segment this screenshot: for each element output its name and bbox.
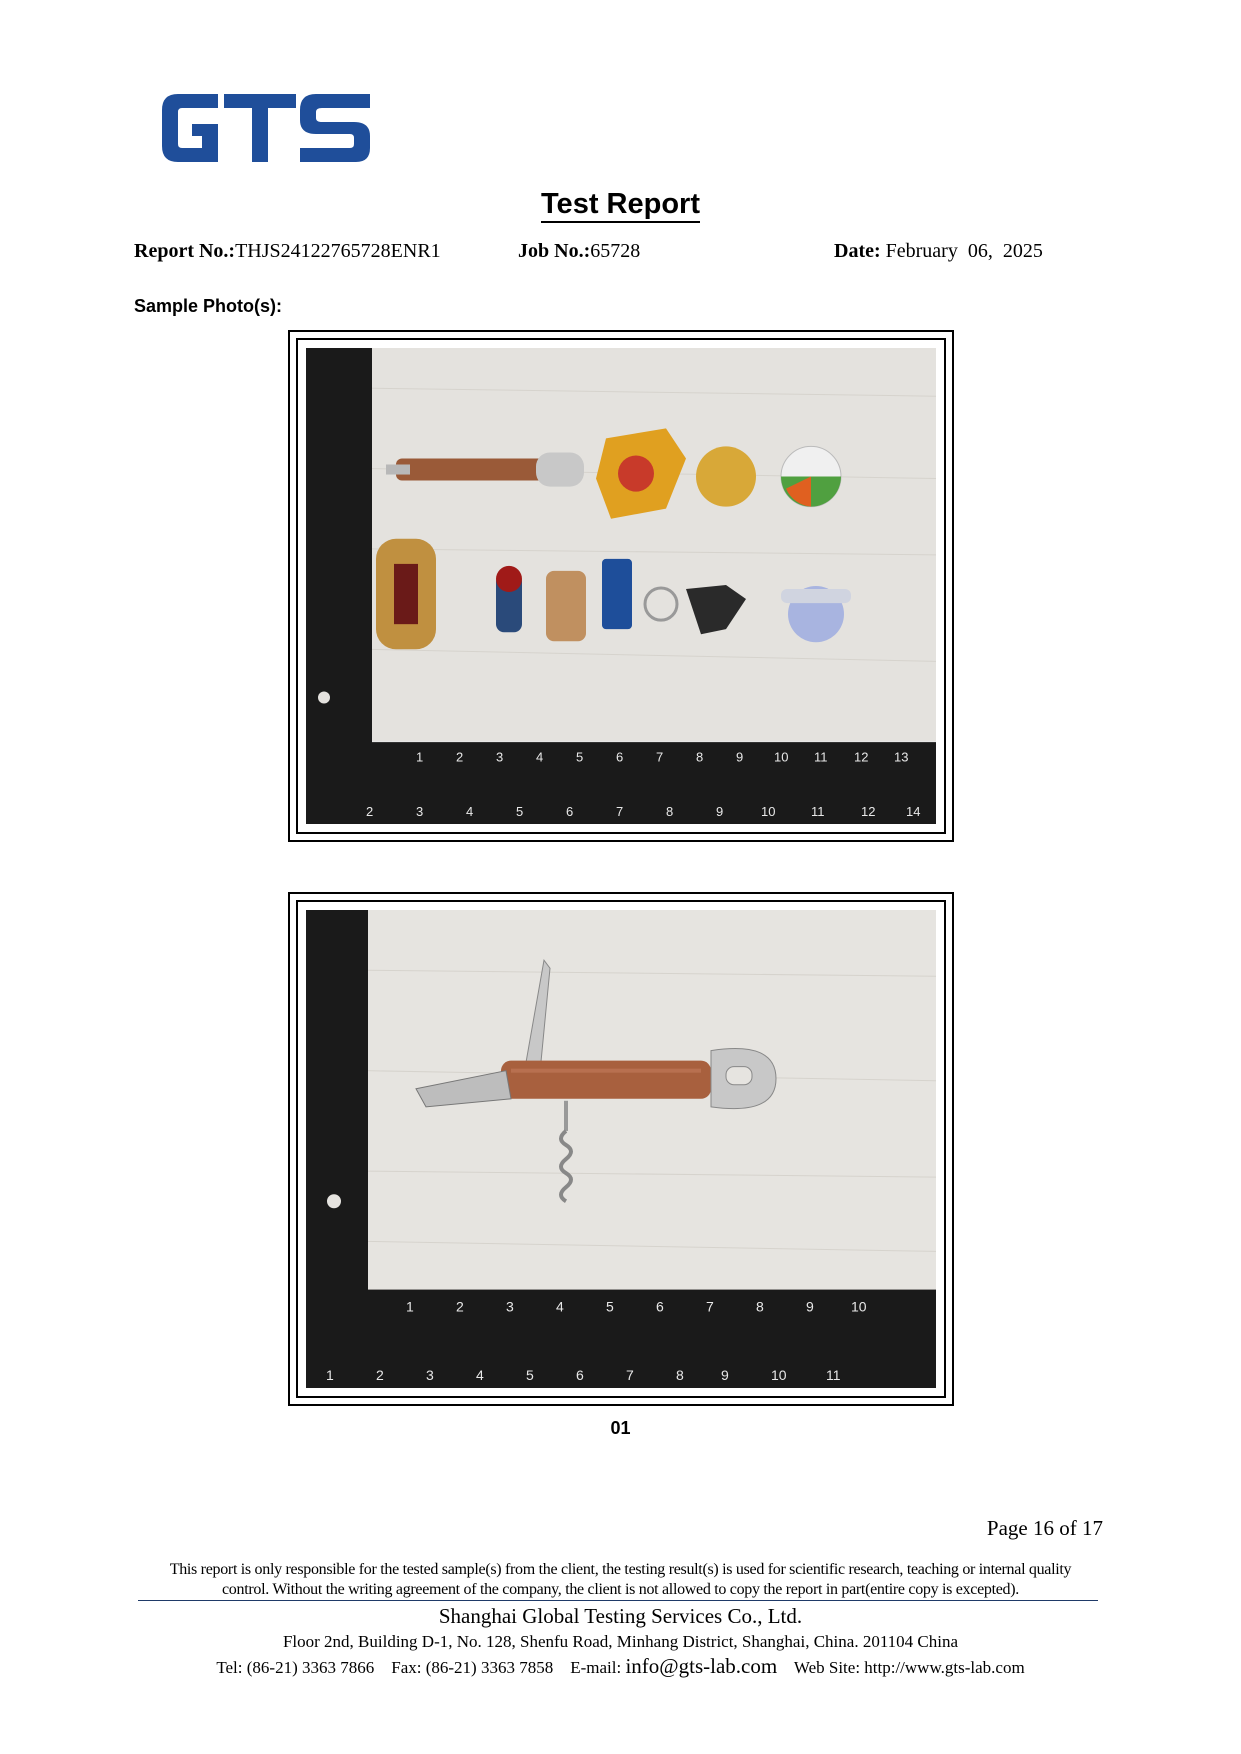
disclaimer-line-1: This report is only responsible for the tested sample(s) from the client, the testing result(s) is used for scientific research, teaching or internal quality xyxy=(169,1561,1072,1578)
svg-text:2: 2 xyxy=(456,749,464,765)
svg-text:5: 5 xyxy=(526,1366,534,1383)
svg-text:9: 9 xyxy=(736,749,744,765)
svg-text:3: 3 xyxy=(496,749,504,765)
svg-text:8: 8 xyxy=(696,749,704,765)
svg-text:3: 3 xyxy=(426,1366,434,1383)
svg-text:4: 4 xyxy=(536,749,544,765)
svg-text:5: 5 xyxy=(576,749,584,765)
svg-text:7: 7 xyxy=(626,1366,634,1383)
svg-text:1: 1 xyxy=(326,1366,334,1383)
svg-text:7: 7 xyxy=(616,803,624,819)
svg-text:10: 10 xyxy=(771,1366,787,1383)
sample-photo-1 xyxy=(288,330,954,842)
svg-text:9: 9 xyxy=(716,803,724,819)
svg-text:4: 4 xyxy=(476,1366,484,1383)
svg-text:6: 6 xyxy=(566,803,574,819)
gts-logo xyxy=(156,88,376,168)
svg-text:10: 10 xyxy=(774,749,789,765)
svg-text:2: 2 xyxy=(456,1298,464,1315)
wine-opener-photo-icon xyxy=(306,910,936,1388)
report-number: Report No.:THJS24122765728ENR1 xyxy=(134,240,441,262)
svg-text:9: 9 xyxy=(721,1366,729,1383)
svg-text:3: 3 xyxy=(416,803,424,819)
svg-text:5: 5 xyxy=(606,1298,614,1315)
disclaimer xyxy=(120,1560,1121,1600)
svg-text:4: 4 xyxy=(466,803,474,819)
svg-text:8: 8 xyxy=(756,1298,764,1315)
svg-text:14: 14 xyxy=(906,803,921,819)
svg-text:1: 1 xyxy=(416,749,424,765)
svg-text:4: 4 xyxy=(556,1298,564,1315)
footer-divider xyxy=(138,1600,1098,1601)
svg-text:2: 2 xyxy=(376,1366,384,1383)
job-number: Job No.:65728 xyxy=(518,240,641,262)
email-label: E-mail: xyxy=(570,1658,622,1677)
company-address: Floor 2nd, Building D-1, No. 128, Shenfu Road, Minhang District, Shanghai, China. 201104 China xyxy=(282,1632,959,1651)
disclaimer-line-2: control. Without the writing agreement of the company, the client is not allowed to copy the report in part(entire copy is excepted). xyxy=(222,1581,1019,1598)
svg-text:5: 5 xyxy=(516,803,524,819)
svg-text:6: 6 xyxy=(656,1298,664,1315)
svg-text:10: 10 xyxy=(761,803,776,819)
svg-text:8: 8 xyxy=(676,1366,684,1383)
svg-text:9: 9 xyxy=(806,1298,814,1315)
svg-text:10: 10 xyxy=(851,1298,867,1315)
photo-caption: 01 xyxy=(610,1418,631,1438)
svg-text:7: 7 xyxy=(656,749,664,765)
website-link[interactable]: Web Site: http://www.gts-lab.com xyxy=(793,1658,1025,1677)
email-link[interactable]: info@gts-lab.com xyxy=(625,1654,778,1678)
svg-text:12: 12 xyxy=(854,749,869,765)
report-date: Date: February 06, 2025 xyxy=(834,240,1043,262)
svg-text:2: 2 xyxy=(366,803,374,819)
svg-text:8: 8 xyxy=(666,803,674,819)
svg-text:13: 13 xyxy=(894,749,909,765)
svg-text:12: 12 xyxy=(861,803,876,819)
telephone: Tel: (86-21) 3363 7866 xyxy=(216,1658,375,1677)
svg-text:11: 11 xyxy=(811,803,825,819)
contact-line xyxy=(0,1654,1241,1679)
svg-text:6: 6 xyxy=(576,1366,584,1383)
svg-text:11: 11 xyxy=(814,749,828,765)
svg-text:6: 6 xyxy=(616,749,624,765)
svg-text:1: 1 xyxy=(406,1298,414,1315)
svg-text:3: 3 xyxy=(506,1298,514,1315)
fax: Fax: (86-21) 3363 7858 xyxy=(391,1658,554,1677)
page-number: Page 16 of 17 xyxy=(986,1516,1103,1540)
page-title: Test Report xyxy=(0,188,1241,221)
gts-logo-icon xyxy=(156,88,376,168)
sample-photo-2 xyxy=(288,892,954,1406)
svg-text:7: 7 xyxy=(706,1298,714,1315)
company-name: Shanghai Global Testing Services Co., Ltd. xyxy=(438,1604,803,1628)
sample-group-photo-icon xyxy=(306,348,936,824)
sample-photos-heading: Sample Photo(s): xyxy=(134,296,283,316)
svg-text:11: 11 xyxy=(826,1366,841,1383)
